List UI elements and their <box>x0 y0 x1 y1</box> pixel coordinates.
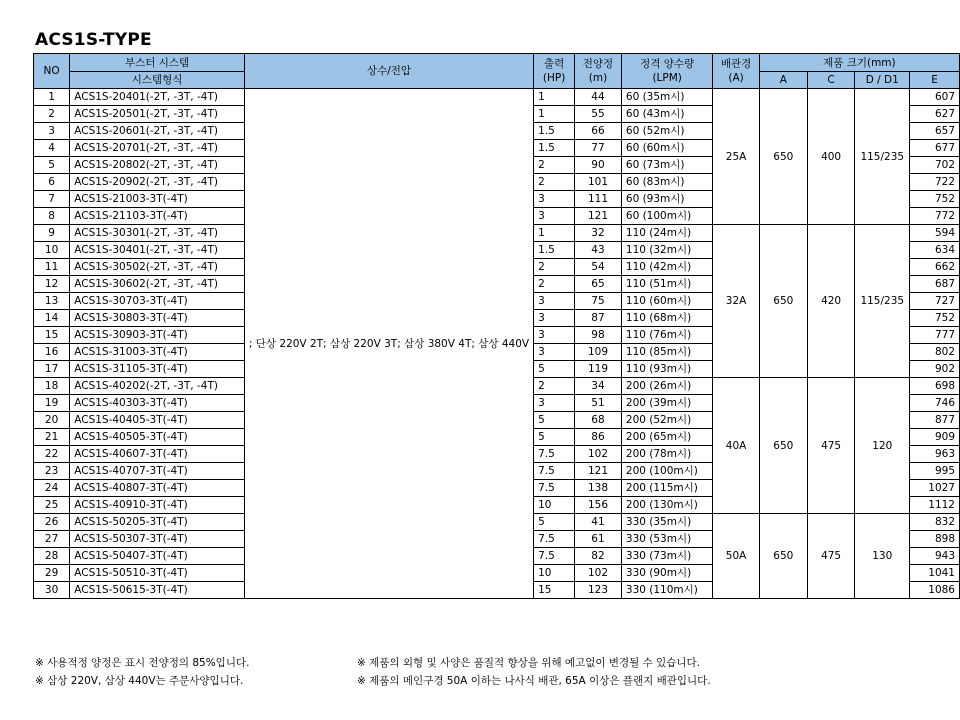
cell-no: 11 <box>34 259 70 276</box>
cell-total-head: 86 <box>575 429 622 446</box>
cell-total-head: 75 <box>575 293 622 310</box>
cell-dim-e: 909 <box>910 429 960 446</box>
cell-rated-flow: 110 (60m시) <box>621 293 713 310</box>
cell-dim-e: 943 <box>910 548 960 565</box>
cell-rated-flow: 110 (51m시) <box>621 276 713 293</box>
cell-output-hp: 2 <box>534 174 575 191</box>
cell-model: ACS1S-20601(-2T, -3T, -4T) <box>70 123 245 140</box>
cell-group-d: 130 <box>855 514 910 599</box>
col-header-total-head: 전양정 (m) <box>575 54 622 89</box>
cell-model: ACS1S-30903-3T(-4T) <box>70 327 245 344</box>
cell-dim-e: 607 <box>910 89 960 106</box>
cell-output-hp: 1 <box>534 106 575 123</box>
cell-rated-flow: 330 (73m시) <box>621 548 713 565</box>
cell-model: ACS1S-20701(-2T, -3T, -4T) <box>70 140 245 157</box>
cell-dim-e: 594 <box>910 225 960 242</box>
cell-output-hp: 2 <box>534 276 575 293</box>
cell-rated-flow: 200 (39m시) <box>621 395 713 412</box>
cell-output-hp: 5 <box>534 514 575 531</box>
cell-no: 1 <box>34 89 70 106</box>
cell-total-head: 87 <box>575 310 622 327</box>
cell-output-hp: 3 <box>534 327 575 344</box>
cell-total-head: 101 <box>575 174 622 191</box>
cell-no: 19 <box>34 395 70 412</box>
cell-total-head: 77 <box>575 140 622 157</box>
cell-total-head: 98 <box>575 327 622 344</box>
cell-group-pipe: 32A <box>713 225 759 378</box>
cell-total-head: 61 <box>575 531 622 548</box>
cell-model: ACS1S-40202(-2T, -3T, -4T) <box>70 378 245 395</box>
cell-total-head: 41 <box>575 514 622 531</box>
cell-group-c: 420 <box>807 225 854 378</box>
cell-output-hp: 15 <box>534 582 575 599</box>
cell-total-head: 119 <box>575 361 622 378</box>
cell-model: ACS1S-20501(-2T, -3T, -4T) <box>70 106 245 123</box>
cell-total-head: 109 <box>575 344 622 361</box>
cell-dim-e: 902 <box>910 361 960 378</box>
col-header-dim-d: D / D1 <box>855 72 910 89</box>
cell-dim-e: 722 <box>910 174 960 191</box>
cell-dim-e: 752 <box>910 310 960 327</box>
cell-no: 28 <box>34 548 70 565</box>
cell-rated-flow: 60 (60m시) <box>621 140 713 157</box>
cell-total-head: 102 <box>575 446 622 463</box>
cell-rated-flow: 330 (90m시) <box>621 565 713 582</box>
cell-model: ACS1S-40607-3T(-4T) <box>70 446 245 463</box>
cell-total-head: 111 <box>575 191 622 208</box>
cell-model: ACS1S-50205-3T(-4T) <box>70 514 245 531</box>
cell-model: ACS1S-30301(-2T, -3T, -4T) <box>70 225 245 242</box>
cell-dim-e: 702 <box>910 157 960 174</box>
cell-dim-e: 963 <box>910 446 960 463</box>
cell-dim-e: 1027 <box>910 480 960 497</box>
cell-no: 7 <box>34 191 70 208</box>
cell-no: 14 <box>34 310 70 327</box>
footnote-usage-head: ※ 사용적정 양정은 표시 전양정의 85%입니다. <box>35 657 250 669</box>
cell-group-d: 120 <box>855 378 910 514</box>
cell-dim-e: 687 <box>910 276 960 293</box>
cell-rated-flow: 110 (85m시) <box>621 344 713 361</box>
cell-dim-e: 1041 <box>910 565 960 582</box>
col-header-booster-system: 부스터 시스템 <box>70 54 245 72</box>
cell-model: ACS1S-20902(-2T, -3T, -4T) <box>70 174 245 191</box>
cell-dim-e: 772 <box>910 208 960 225</box>
cell-rated-flow: 110 (68m시) <box>621 310 713 327</box>
cell-total-head: 55 <box>575 106 622 123</box>
cell-model: ACS1S-21103-3T(-4T) <box>70 208 245 225</box>
cell-rated-flow: 200 (100m시) <box>621 463 713 480</box>
cell-model: ACS1S-40707-3T(-4T) <box>70 463 245 480</box>
cell-rated-flow: 330 (53m시) <box>621 531 713 548</box>
cell-no: 25 <box>34 497 70 514</box>
cell-group-c: 475 <box>807 378 854 514</box>
cell-no: 4 <box>34 140 70 157</box>
cell-model: ACS1S-50307-3T(-4T) <box>70 531 245 548</box>
cell-model: ACS1S-20401(-2T, -3T, -4T) <box>70 89 245 106</box>
cell-dim-e: 877 <box>910 412 960 429</box>
cell-model: ACS1S-40807-3T(-4T) <box>70 480 245 497</box>
cell-model: ACS1S-30602(-2T, -3T, -4T) <box>70 276 245 293</box>
cell-output-hp: 7.5 <box>534 548 575 565</box>
cell-dim-e: 746 <box>910 395 960 412</box>
cell-rated-flow: 110 (42m시) <box>621 259 713 276</box>
cell-no: 5 <box>34 157 70 174</box>
cell-group-pipe: 40A <box>713 378 759 514</box>
cell-no: 17 <box>34 361 70 378</box>
cell-rated-flow: 110 (32m시) <box>621 242 713 259</box>
cell-model: ACS1S-50615-3T(-4T) <box>70 582 245 599</box>
cell-model: ACS1S-40505-3T(-4T) <box>70 429 245 446</box>
cell-total-head: 44 <box>575 89 622 106</box>
cell-rated-flow: 60 (100m시) <box>621 208 713 225</box>
cell-output-hp: 2 <box>534 378 575 395</box>
cell-no: 24 <box>34 480 70 497</box>
cell-model: ACS1S-31003-3T(-4T) <box>70 344 245 361</box>
cell-no: 16 <box>34 344 70 361</box>
cell-output-hp: 7.5 <box>534 463 575 480</box>
cell-total-head: 102 <box>575 565 622 582</box>
cell-model: ACS1S-50510-3T(-4T) <box>70 565 245 582</box>
cell-model: ACS1S-20802(-2T, -3T, -4T) <box>70 157 245 174</box>
cell-output-hp: 1.5 <box>534 140 575 157</box>
col-header-dim-a: A <box>759 72 807 89</box>
footnote-pipe-connection: ※ 제품의 메인구경 50A 이하는 나사식 배관, 65A 이상은 플랜지 배관입니다. <box>357 675 711 687</box>
table-row <box>34 89 960 106</box>
cell-no: 22 <box>34 446 70 463</box>
cell-no: 30 <box>34 582 70 599</box>
cell-no: 3 <box>34 123 70 140</box>
cell-model: ACS1S-30703-3T(-4T) <box>70 293 245 310</box>
cell-group-c: 400 <box>807 89 854 225</box>
cell-total-head: 32 <box>575 225 622 242</box>
cell-dim-e: 752 <box>910 191 960 208</box>
cell-rated-flow: 60 (73m시) <box>621 157 713 174</box>
cell-output-hp: 3 <box>534 293 575 310</box>
col-header-product-size: 제품 크기(mm) <box>759 54 959 72</box>
cell-no: 23 <box>34 463 70 480</box>
cell-rated-flow: 60 (83m시) <box>621 174 713 191</box>
cell-dim-e: 777 <box>910 327 960 344</box>
cell-total-head: 51 <box>575 395 622 412</box>
cell-model: ACS1S-30502(-2T, -3T, -4T) <box>70 259 245 276</box>
cell-group-a: 650 <box>759 378 807 514</box>
cell-total-head: 156 <box>575 497 622 514</box>
page-title: ACS1S-TYPE <box>35 30 152 50</box>
cell-total-head: 68 <box>575 412 622 429</box>
cell-output-hp: 7.5 <box>534 446 575 463</box>
cell-dim-e: 832 <box>910 514 960 531</box>
cell-output-hp: 1 <box>534 225 575 242</box>
cell-rated-flow: 60 (43m시) <box>621 106 713 123</box>
cell-dim-e: 677 <box>910 140 960 157</box>
cell-total-head: 34 <box>575 378 622 395</box>
col-header-output: 출력 (HP) <box>534 54 575 89</box>
cell-total-head: 121 <box>575 208 622 225</box>
cell-rated-flow: 110 (93m시) <box>621 361 713 378</box>
cell-output-hp: 5 <box>534 429 575 446</box>
cell-dim-e: 662 <box>910 259 960 276</box>
footnote-order-spec: ※ 삼상 220V, 삼상 440V는 주문사양입니다. <box>35 675 244 687</box>
cell-no: 8 <box>34 208 70 225</box>
cell-model: ACS1S-21003-3T(-4T) <box>70 191 245 208</box>
cell-total-head: 66 <box>575 123 622 140</box>
cell-dim-e: 1086 <box>910 582 960 599</box>
cell-total-head: 54 <box>575 259 622 276</box>
cell-dim-e: 698 <box>910 378 960 395</box>
cell-rated-flow: 330 (110m시) <box>621 582 713 599</box>
cell-group-a: 650 <box>759 225 807 378</box>
cell-total-head: 123 <box>575 582 622 599</box>
cell-group-a: 650 <box>759 514 807 599</box>
cell-model: ACS1S-50407-3T(-4T) <box>70 548 245 565</box>
cell-rated-flow: 110 (24m시) <box>621 225 713 242</box>
cell-output-hp: 7.5 <box>534 531 575 548</box>
cell-rated-flow: 110 (76m시) <box>621 327 713 344</box>
cell-group-pipe: 50A <box>713 514 759 599</box>
cell-output-hp: 1.5 <box>534 242 575 259</box>
col-header-dim-e: E <box>910 72 960 89</box>
cell-rated-flow: 200 (130m시) <box>621 497 713 514</box>
cell-output-hp: 3 <box>534 208 575 225</box>
cell-dim-e: 802 <box>910 344 960 361</box>
cell-dim-e: 657 <box>910 123 960 140</box>
cell-no: 13 <box>34 293 70 310</box>
cell-total-head: 90 <box>575 157 622 174</box>
cell-rated-flow: 200 (52m시) <box>621 412 713 429</box>
cell-output-hp: 3 <box>534 395 575 412</box>
cell-phase-voltage: ; 단상 220V 2T; 삼상 220V 3T; 삼상 380V 4T; 삼상 440V <box>244 89 533 599</box>
cell-dim-e: 898 <box>910 531 960 548</box>
cell-output-hp: 3 <box>534 344 575 361</box>
cell-rated-flow: 60 (35m시) <box>621 89 713 106</box>
cell-rated-flow: 60 (93m시) <box>621 191 713 208</box>
cell-total-head: 82 <box>575 548 622 565</box>
cell-group-c: 475 <box>807 514 854 599</box>
col-header-pipe-diameter: 배관경 (A) <box>713 54 759 89</box>
footnote-spec-change: ※ 제품의 외형 및 사양은 품질적 향상을 위해 예고없이 변경될 수 있습니다. <box>357 657 700 669</box>
cell-rated-flow: 60 (52m시) <box>621 123 713 140</box>
cell-model: ACS1S-40405-3T(-4T) <box>70 412 245 429</box>
cell-no: 9 <box>34 225 70 242</box>
cell-group-d: 115/235 <box>855 89 910 225</box>
cell-model: ACS1S-30401(-2T, -3T, -4T) <box>70 242 245 259</box>
cell-dim-e: 634 <box>910 242 960 259</box>
cell-output-hp: 1.5 <box>534 123 575 140</box>
cell-no: 21 <box>34 429 70 446</box>
col-header-system-model: 시스템형식 <box>70 72 245 89</box>
cell-total-head: 121 <box>575 463 622 480</box>
cell-no: 2 <box>34 106 70 123</box>
cell-output-hp: 5 <box>534 361 575 378</box>
cell-total-head: 43 <box>575 242 622 259</box>
col-header-phase-voltage: 상수/전압 <box>244 54 533 89</box>
cell-output-hp: 3 <box>534 191 575 208</box>
cell-no: 27 <box>34 531 70 548</box>
col-header-no: NO <box>34 54 70 89</box>
cell-dim-e: 1112 <box>910 497 960 514</box>
cell-model: ACS1S-40910-3T(-4T) <box>70 497 245 514</box>
cell-output-hp: 3 <box>534 310 575 327</box>
cell-output-hp: 7.5 <box>534 480 575 497</box>
cell-dim-e: 727 <box>910 293 960 310</box>
cell-output-hp: 1 <box>534 89 575 106</box>
cell-output-hp: 10 <box>534 497 575 514</box>
cell-group-pipe: 25A <box>713 89 759 225</box>
cell-rated-flow: 200 (65m시) <box>621 429 713 446</box>
cell-group-d: 115/235 <box>855 225 910 378</box>
cell-no: 6 <box>34 174 70 191</box>
cell-no: 29 <box>34 565 70 582</box>
cell-dim-e: 627 <box>910 106 960 123</box>
cell-rated-flow: 200 (78m시) <box>621 446 713 463</box>
cell-rated-flow: 330 (35m시) <box>621 514 713 531</box>
cell-total-head: 65 <box>575 276 622 293</box>
cell-output-hp: 2 <box>534 157 575 174</box>
cell-model: ACS1S-40303-3T(-4T) <box>70 395 245 412</box>
cell-no: 15 <box>34 327 70 344</box>
cell-rated-flow: 200 (26m시) <box>621 378 713 395</box>
cell-total-head: 138 <box>575 480 622 497</box>
cell-no: 18 <box>34 378 70 395</box>
cell-group-a: 650 <box>759 89 807 225</box>
cell-output-hp: 10 <box>534 565 575 582</box>
table-body <box>34 89 960 599</box>
col-header-dim-c: C <box>807 72 854 89</box>
cell-model: ACS1S-30803-3T(-4T) <box>70 310 245 327</box>
cell-no: 20 <box>34 412 70 429</box>
cell-model: ACS1S-31105-3T(-4T) <box>70 361 245 378</box>
cell-rated-flow: 200 (115m시) <box>621 480 713 497</box>
cell-dim-e: 995 <box>910 463 960 480</box>
col-header-rated-flow: 정격 양수량 (LPM) <box>621 54 713 89</box>
cell-output-hp: 5 <box>534 412 575 429</box>
cell-output-hp: 2 <box>534 259 575 276</box>
cell-no: 26 <box>34 514 70 531</box>
spec-table <box>33 53 960 599</box>
cell-no: 10 <box>34 242 70 259</box>
cell-no: 12 <box>34 276 70 293</box>
